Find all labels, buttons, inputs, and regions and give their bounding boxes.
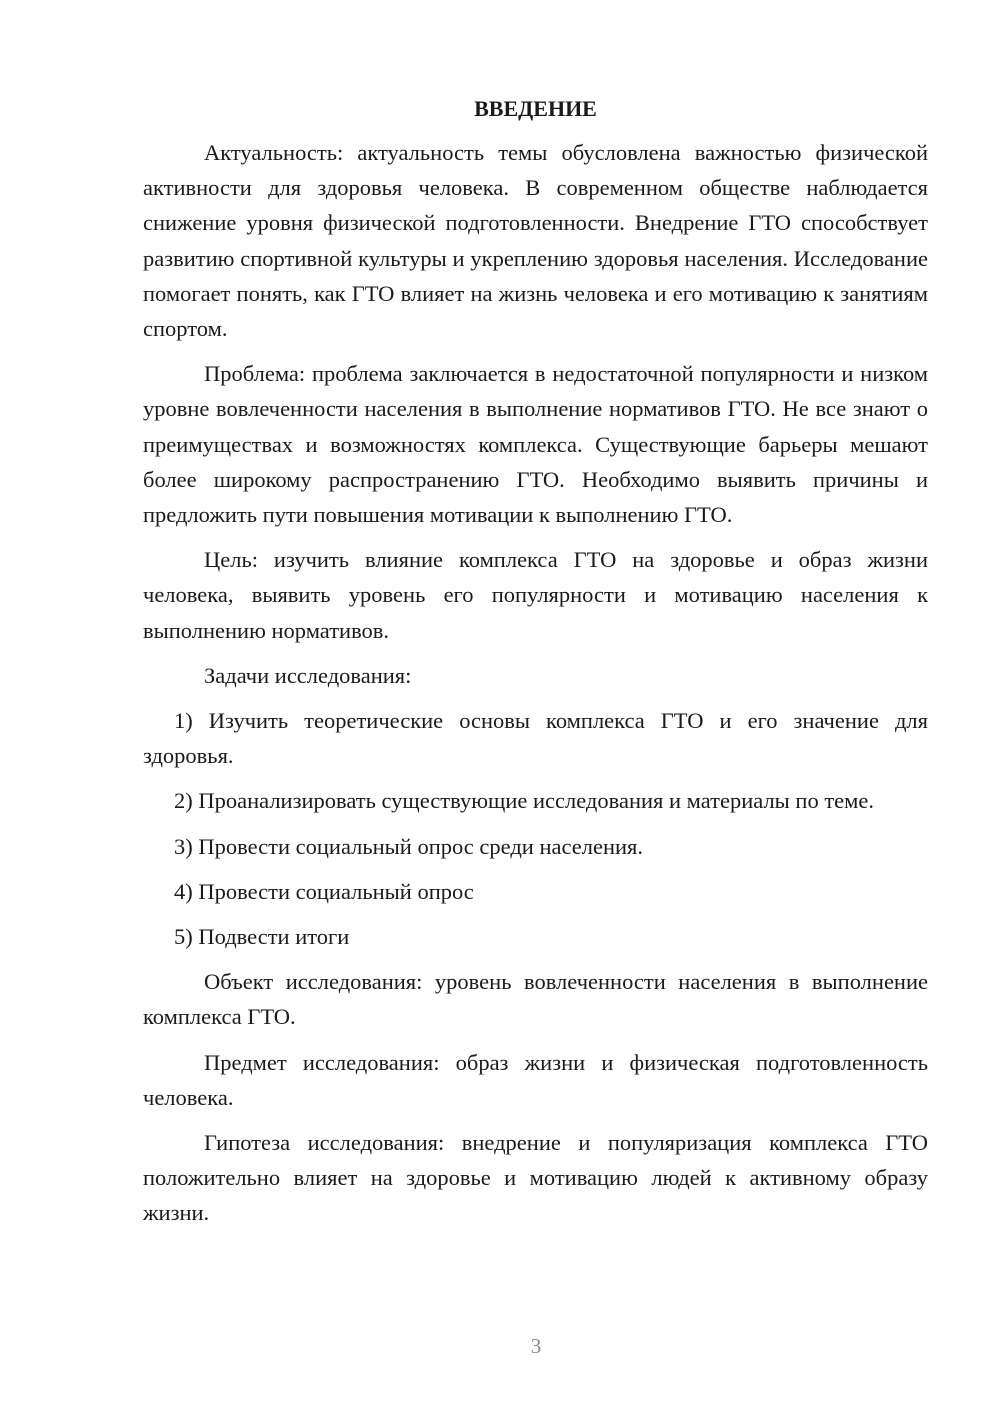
task-item-4: 4) Провести социальный опрос [174, 878, 474, 904]
task-item-1: 1) Изучить теоретические основы комплекса ГТО и его значение для здоровья. [143, 708, 928, 769]
goal-paragraph: Цель: изучить влияние комплекса ГТО на здоровье и образ жизни человека, выявить уровень его популярности и мотивацию населения к выполнению нормативов. [143, 547, 928, 643]
object-paragraph: Объект исследования: уровень вовлеченности населения в выполнение комплекса ГТО. [143, 969, 928, 1030]
hypothesis-paragraph: Гипотеза исследования: внедрение и популяризация комплекса ГТО положительно влияет на здоровье и мотивацию людей к активному образу жизни. [143, 1130, 928, 1226]
relevance-paragraph: Актуальность: актуальность темы обусловлена важностью физической активности для здоровья человека. В современном обществе наблюдается снижение уровня физической подготовленности. Внедрение ГТО способствует развитию спортивной культуры и укреплению здоровья населения. Исследование помогает понять, как ГТО влияет на жизнь человека и его мотивацию к занятиям спортом. [143, 140, 928, 342]
page-content [143, 93, 928, 1241]
subject-paragraph: Предмет исследования: образ жизни и физическая подготовленность человека. [143, 1049, 928, 1110]
task-item-3: 3) Провести социальный опрос среди населения. [174, 833, 644, 859]
task-item-5: 5) Подвести итоги [174, 924, 350, 950]
tasks-heading: Задачи исследования: [204, 662, 412, 688]
page-number: 3 [530, 1334, 542, 1358]
problem-paragraph: Проблема: проблема заключается в недостаточной популярности и низком уровне вовлеченности населения в выполнение нормативов ГТО. Не все знают о преимуществах и возможностях комплекса. Существующие барьеры мешают более широкому распространению ГТО. Необходимо выявить причины и предложить пути повышения мотивации к выполнению ГТО. [143, 361, 928, 528]
page-title: ВВЕДЕНИЕ [474, 96, 597, 121]
task-item-2: 2) Проанализировать существующие исследования и материалы по теме. [174, 788, 875, 814]
